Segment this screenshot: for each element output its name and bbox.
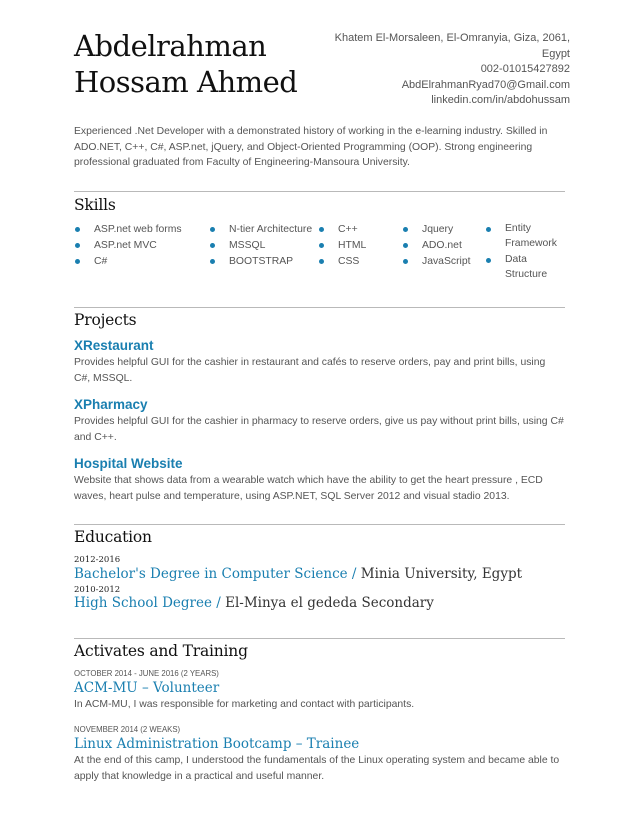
education-dates: 2012-2016 — [74, 555, 121, 565]
summary-text: Experienced .Net Developer with a demonstrated history of working in the e-learning industry. Skilled in ADO.NET, C++, C#, ASP.net, jQuery, and Object-Oriented Programming (OOP). Strong engineering professional graduated from Faculty of Engineering-Mansoura University. — [74, 126, 548, 168]
skills-column-3 — [318, 222, 403, 269]
skills-column-5 — [485, 222, 565, 282]
skill-item: N-tier Architecture — [209, 222, 321, 238]
contact-block — [330, 31, 570, 109]
email-address: AbdElrahmanRyad70@Gmail.com — [401, 78, 570, 91]
projects-heading: Projects — [74, 311, 137, 329]
activity-dates: NOVEMBER 2014 (2 WEAKS) — [74, 725, 181, 734]
school-name: El-Minya el gededa Secondary — [225, 595, 434, 611]
name-line-1: Abdelrahman — [74, 29, 267, 63]
activity-description: In ACM-MU, I was responsible for marketing and contact with participants. — [74, 699, 415, 710]
phone-number: 002-01015427892 — [480, 63, 570, 76]
skills-column-4 — [402, 222, 484, 269]
skills-column-1 — [74, 222, 209, 269]
education-entry — [74, 595, 434, 611]
address-line-2: Egypt — [541, 47, 570, 60]
linkedin-url: linkedin.com/in/abdohussam — [431, 94, 570, 107]
education-heading: Education — [74, 528, 152, 546]
skill-item: HTML — [318, 238, 403, 254]
skill-item: Entity Framework — [485, 222, 565, 251]
project-description: Website that shows data from a wearable watch which have the ability to get the heart pressure , ECD waves, heart pulse and temperature, using ASP.NET, SQL Server 2012 and visual stadio 2013. — [74, 475, 543, 502]
skill-item: Jquery — [402, 222, 484, 238]
name-line-2: Hossam Ahmed — [74, 65, 298, 99]
section-divider — [74, 524, 565, 525]
skill-item: ADO.net — [402, 238, 484, 254]
project-title: XRestaurant — [74, 338, 154, 353]
project-entry — [74, 396, 564, 446]
address-line-1: Khatem El-Morsaleen, El-Omranyia, Giza, 2061, — [334, 32, 570, 44]
degree-title: High School Degree / — [74, 595, 221, 611]
project-entry — [74, 455, 564, 505]
skill-item: Data Structure — [485, 253, 565, 282]
skills-heading: Skills — [74, 196, 116, 214]
skills-column-2 — [209, 222, 321, 269]
skill-item: C# — [74, 254, 209, 270]
degree-title: Bachelor's Degree in Computer Science / — [74, 566, 357, 582]
project-description: Provides helpful GUI for the cashier in pharmacy to reserve orders, give us pay without print bills, using C# and C++. — [74, 416, 564, 443]
project-entry — [74, 337, 564, 387]
skill-item: MSSQL — [209, 238, 321, 254]
project-title: Hospital Website — [74, 456, 183, 471]
project-title: XPharmacy — [74, 397, 148, 412]
section-divider — [74, 307, 565, 308]
section-divider — [74, 191, 565, 192]
skill-item: C++ — [318, 222, 403, 238]
skill-item: BOOTSTRAP — [209, 254, 321, 270]
skill-item: CSS — [318, 254, 403, 270]
education-dates: 2010-2012 — [74, 585, 121, 595]
activities-heading: Activates and Training — [74, 642, 248, 660]
skill-item: JavaScript — [402, 254, 484, 270]
candidate-name — [74, 28, 334, 100]
skill-item: ASP.net MVC — [74, 238, 209, 254]
skill-item: ASP.net web forms — [74, 222, 209, 238]
activity-title: Linux Administration Bootcamp – Trainee — [74, 736, 360, 752]
activity-description: At the end of this camp, I understood the fundamentals of the Linux operating system and became able to apply that knowledge in a practical and useful manner. — [74, 755, 560, 782]
activity-title: ACM-MU – Volunteer — [74, 680, 220, 696]
section-divider — [74, 638, 565, 639]
project-description: Provides helpful GUI for the cashier in restaurant and cafés to reserve orders, pay and print bills, using C#, MSSQL. — [74, 357, 546, 384]
school-name: Minia University, Egypt — [360, 566, 523, 582]
activity-dates: OCTOBER 2014 - JUNE 2016 (2 YEARS) — [74, 669, 219, 678]
education-entry — [74, 566, 522, 582]
